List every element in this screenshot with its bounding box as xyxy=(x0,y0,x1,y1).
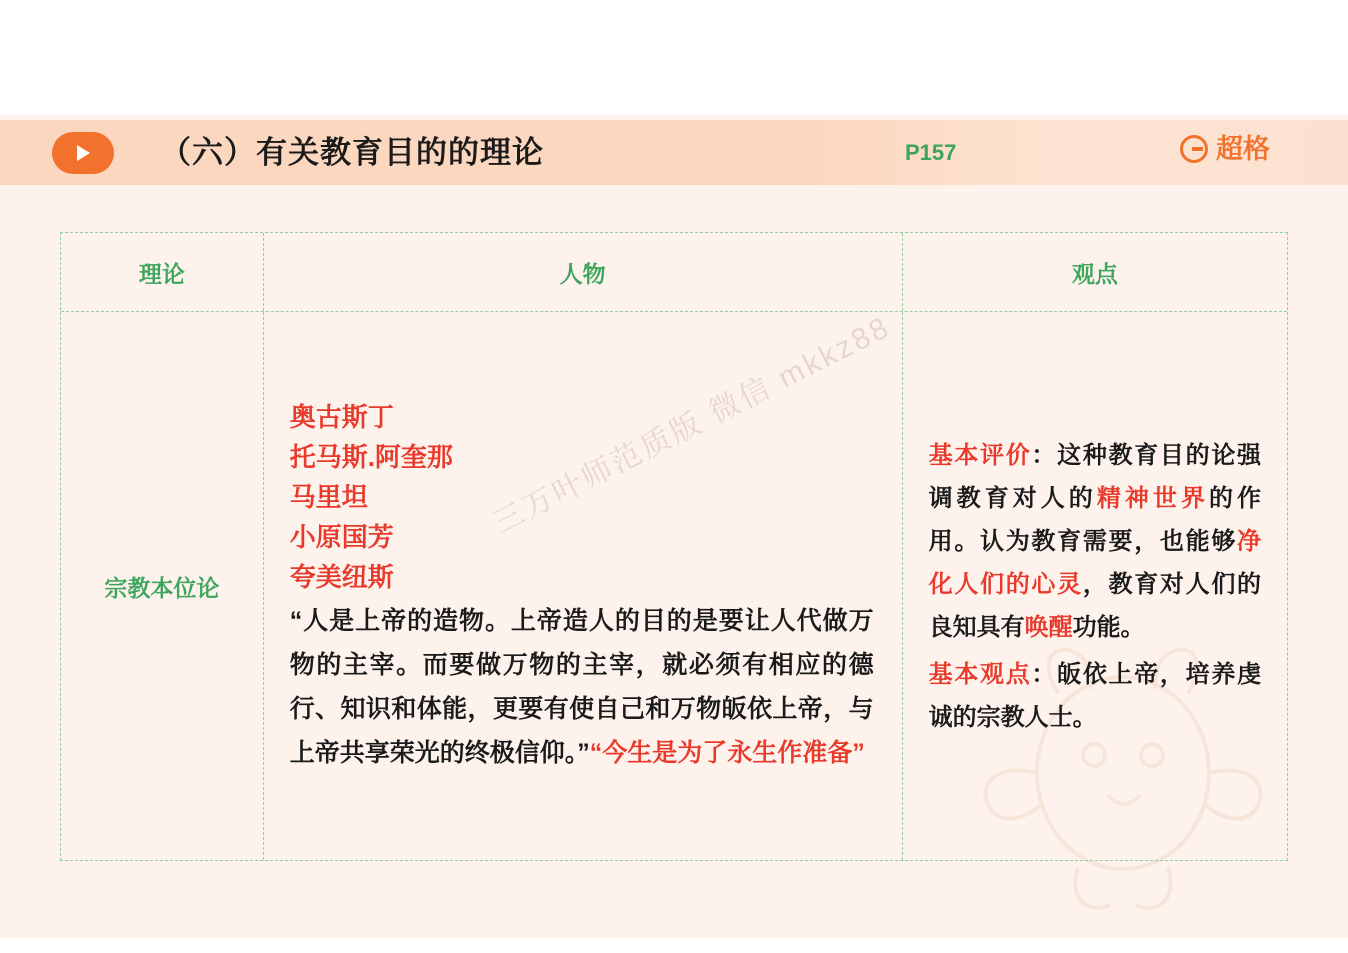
bottom-margin xyxy=(0,938,1348,953)
column-header-theory: 理论 xyxy=(138,260,185,287)
person-name: 小原国芳 xyxy=(289,522,394,552)
person-name: 夸美纽斯 xyxy=(289,562,394,592)
table-header-row xyxy=(61,233,1287,312)
column-header-people: 人物 xyxy=(263,233,903,311)
cell-viewpoints xyxy=(903,312,1287,860)
viewpoint-separator: ： xyxy=(1031,660,1058,688)
viewpoint-evaluation xyxy=(929,434,1261,649)
brand-name: 超格 xyxy=(1216,134,1270,164)
page-title: （六）有关教育目的的理论 xyxy=(160,135,544,170)
viewpoint-label: 基本观点 xyxy=(928,660,1032,688)
column-header-viewpoint: 观点 xyxy=(1071,260,1118,287)
viewpoint-seg-highlight: 唤醒 xyxy=(1024,613,1073,641)
cell-theory-name: 宗教本位论 xyxy=(104,574,220,601)
header-content xyxy=(0,120,1348,185)
viewpoint-basic xyxy=(929,653,1261,739)
viewpoint-seg: 皈依上帝，培养虔诚的宗教人士。 xyxy=(928,660,1262,731)
viewpoint-seg: 的作用。认为教育需要，也能够 xyxy=(928,484,1262,555)
person-name: 马里坦 xyxy=(289,482,368,512)
viewpoint-label: 基本评价 xyxy=(928,441,1032,469)
theory-table xyxy=(60,232,1288,861)
viewpoint-seg: 功能。 xyxy=(1072,613,1145,641)
viewpoint-separator: ： xyxy=(1031,441,1058,469)
page-number-label: P157 xyxy=(905,140,957,165)
person-name: 奥古斯丁 xyxy=(289,402,394,432)
quote-main-text: “人是上帝的造物。上帝造人的目的是要让人代做万物的主宰。而要做万物的主宰，就必须有相应的德行、知识和体能，更要有使自己和万物皈依上帝，与上帝共享荣光的终极信仰。” xyxy=(289,607,874,767)
people-name-list xyxy=(290,397,874,597)
viewpoint-seg-highlight: 净化人们的心灵 xyxy=(928,527,1262,598)
table-row xyxy=(61,312,1287,860)
viewpoint-seg: 这种教育目的论强调教育对人的 xyxy=(928,441,1262,512)
viewpoint-seg: ，教育对人们的良知具有 xyxy=(928,570,1262,641)
person-name: 托马斯.阿奎那 xyxy=(289,442,453,472)
quote-highlight-text: “今生是为了永生作准备” xyxy=(589,739,865,767)
cell-people xyxy=(263,312,903,860)
brand xyxy=(1180,132,1270,166)
watermark-text: 三万叶师范质版 微信 mkkz88 xyxy=(488,310,897,540)
viewpoint-seg-highlight: 精神世界 xyxy=(1096,484,1209,512)
play-arrow-icon xyxy=(52,132,114,174)
chaoge-logo-icon xyxy=(1180,135,1208,163)
quote-paragraph xyxy=(290,599,874,775)
top-margin xyxy=(0,0,1348,115)
